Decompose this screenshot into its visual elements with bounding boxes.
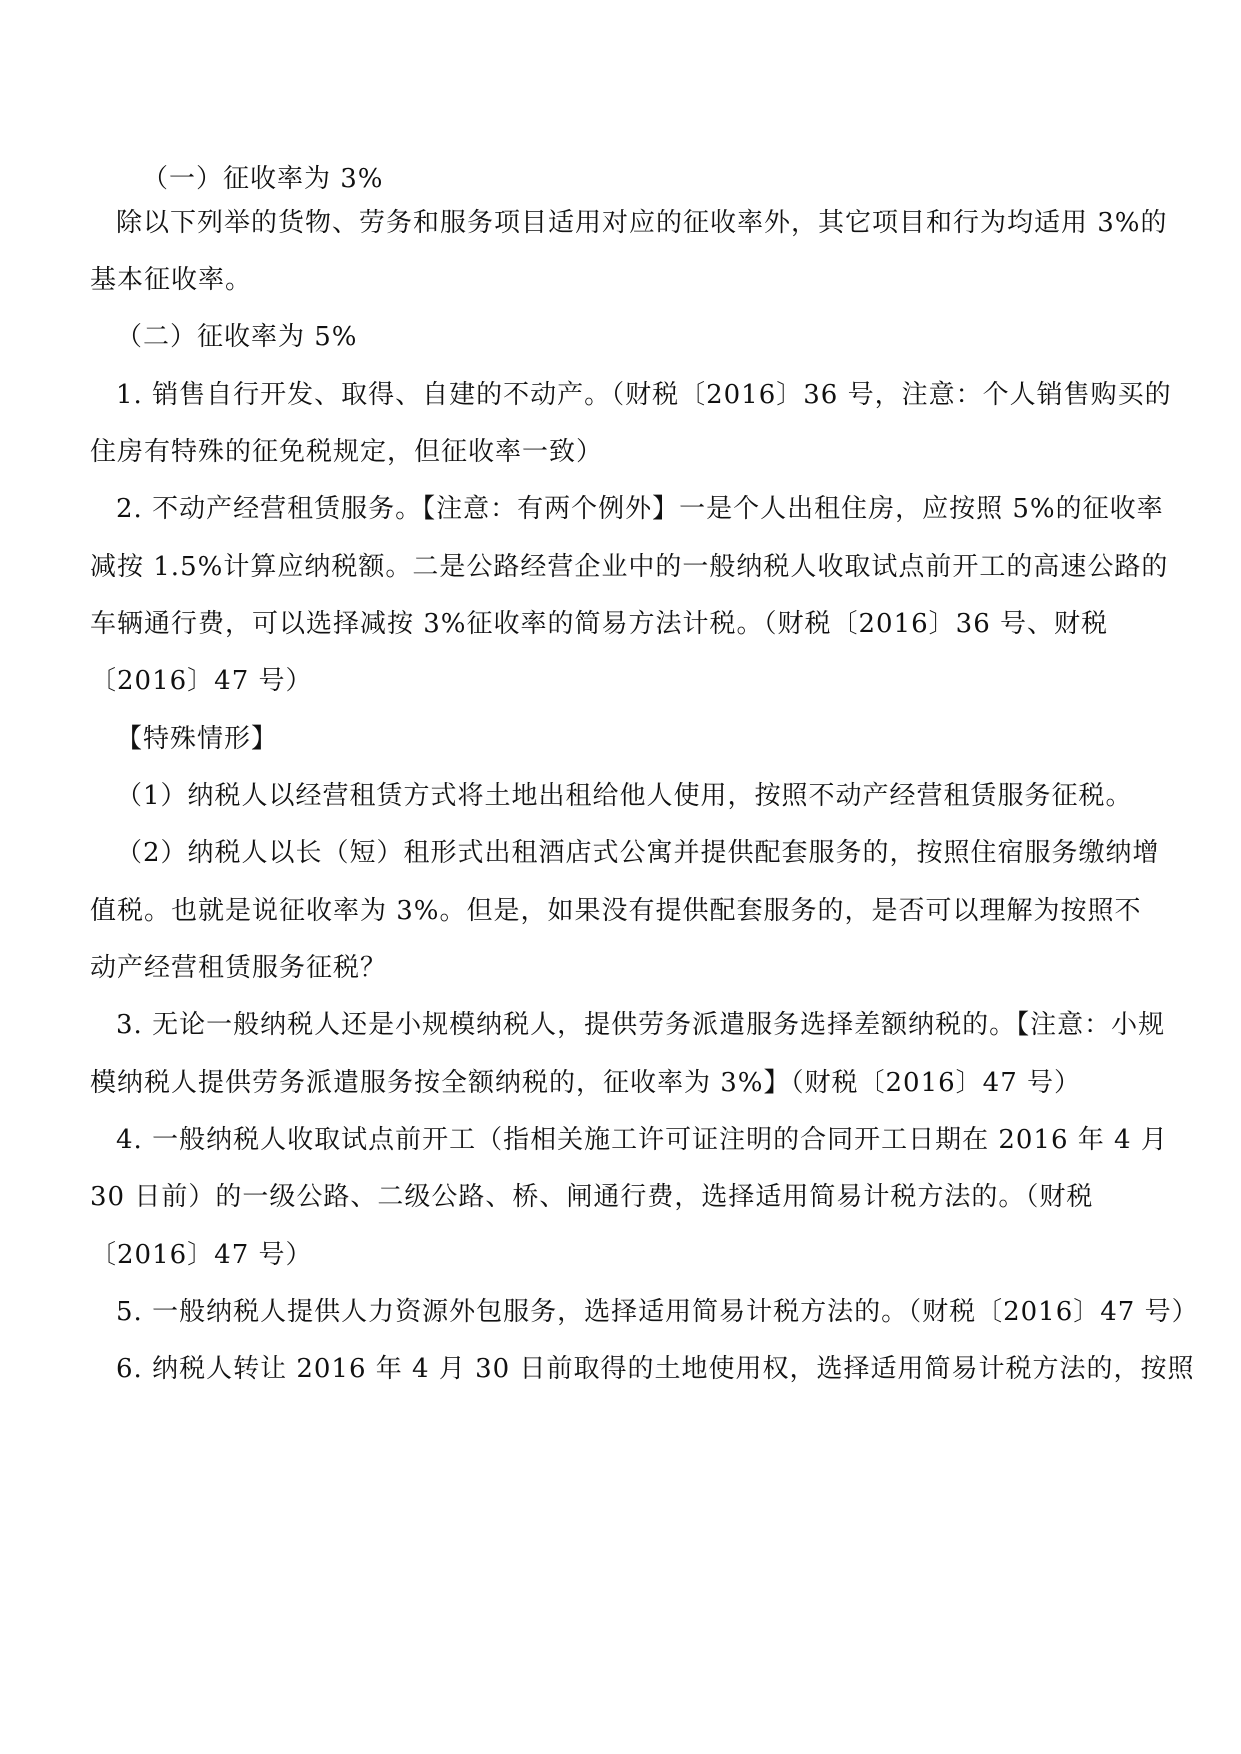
paragraph-line: 5. 一般纳税人提供人力资源外包服务，选择适用简易计税方法的。（财税〔2016〕47 号）: [116, 1297, 1199, 1327]
paragraph-line: 值税。也就是说征收率为 3%。但是，如果没有提供配套服务的，是否可以理解为按照不: [90, 896, 1142, 926]
heading-rate-5: （二）征收率为 5%: [116, 322, 358, 352]
paragraph-line: 6. 纳税人转让 2016 年 4 月 30 日前取得的土地使用权，选择适用简易计税方法的，按照: [116, 1354, 1195, 1384]
paragraph-line: 住房有特殊的征免税规定，但征收率一致）: [90, 437, 604, 467]
paragraph-line: 4. 一般纳税人收取试点前开工（指相关施工许可证注明的合同开工日期在 2016 年 4 月: [116, 1125, 1168, 1155]
paragraph-line: 1. 销售自行开发、取得、自建的不动产。（财税〔2016〕36 号，注意：个人销售购买的: [116, 380, 1172, 410]
heading-rate-3: （一）征收率为 3%: [142, 164, 384, 194]
paragraph-line: 3. 无论一般纳税人还是小规模纳税人，提供劳务派遣服务选择差额纳税的。【注意：小规: [116, 1010, 1166, 1040]
paragraph-line: 车辆通行费，可以选择减按 3%征收率的简易方法计税。（财税〔2016〕36 号、财税: [90, 609, 1109, 639]
paragraph-line: 〔2016〕47 号）: [90, 1240, 313, 1270]
paragraph-line: 除以下列举的货物、劳务和服务项目适用对应的征收率外，其它项目和行为均适用 3%的: [116, 208, 1168, 238]
paragraph-line: 模纳税人提供劳务派遣服务按全额纳税的，征收率为 3%】（财税〔2016〕47 号）: [90, 1068, 1082, 1098]
paragraph-line: 30 日前）的一级公路、二级公路、桥、闸通行费，选择适用简易计税方法的。（财税: [90, 1182, 1094, 1212]
paragraph-line: （1）纳税人以经营租赁方式将土地出租给他人使用，按照不动产经营租赁服务征税。: [116, 781, 1133, 811]
paragraph-line: （2）纳税人以长（短）租形式出租酒店式公寓并提供配套服务的，按照住宿服务缴纳增: [116, 838, 1160, 868]
paragraph-line: 2. 不动产经营租赁服务。【注意：有两个例外】一是个人出租住房，应按照 5%的征收率: [116, 494, 1164, 524]
heading-special-cases: 【特殊情形】: [116, 724, 279, 754]
paragraph-line: 〔2016〕47 号）: [90, 666, 313, 696]
paragraph-line: 动产经营租赁服务征税？: [90, 953, 388, 983]
paragraph-line: 基本征收率。: [90, 265, 253, 295]
paragraph-line: 减按 1.5%计算应纳税额。二是公路经营企业中的一般纳税人收取试点前开工的高速公路的: [90, 552, 1169, 582]
